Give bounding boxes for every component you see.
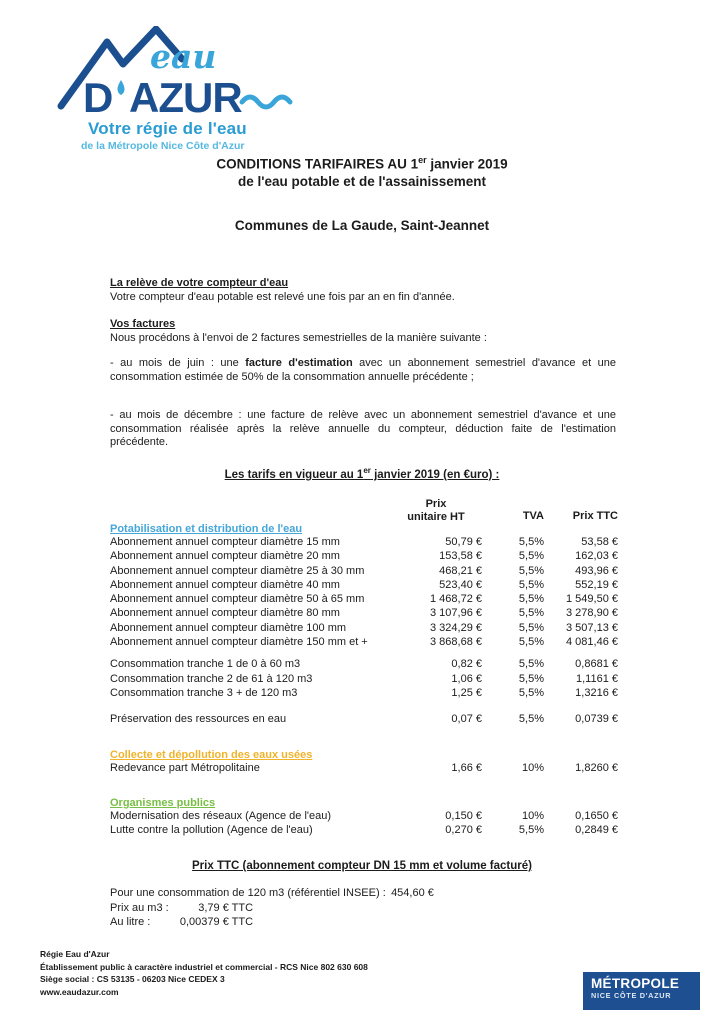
table-row [110,621,620,635]
summary-prix-m3-value: 3,79 € TTC [198,901,254,914]
table-row [110,761,620,775]
section-releve [110,277,616,304]
table-row [110,823,620,837]
logo-tagline: Votre régie de l'eau [88,119,247,138]
row-tva: 5,5% [518,550,544,563]
footer-line-3: Siège social : CS 53135 - 06203 Nice CEDEX 3 [40,974,225,984]
row-prix-ht: 1 468,72 € [430,593,482,606]
row-prix-ht: 1,66 € [451,761,482,774]
page-title [0,152,724,190]
row-prix-ttc: 493,96 € [575,564,618,577]
row-prix-ht: 3 868,68 € [430,636,482,649]
row-label: Abonnement annuel compteur diamètre 40 mm [110,578,340,591]
row-prix-ttc: 3 278,90 € [566,607,618,620]
row-tva: 5,5% [518,824,544,837]
row-label: Abonnement annuel compteur diamètre 15 mm [110,536,340,548]
row-prix-ht: 0,270 € [445,824,482,837]
factures-heading: Vos factures [110,318,176,330]
row-label: Abonnement annuel compteur diamètre 20 mm [110,550,340,563]
communes-subtitle: Communes de La Gaude, Saint-Jeannet [234,218,490,233]
row-prix-ttc: 3 507,13 € [566,621,618,634]
row-prix-ttc: 1,8260 € [575,761,618,774]
summary-consommation-line [110,886,616,901]
row-prix-ttc: 1 549,50 € [566,593,618,606]
row-prix-ttc: 552,19 € [575,578,618,591]
footer-line-2: Établissement public à caractère industriel et commercial - RCS Nice 802 630 608 [40,961,368,972]
row-tva: 5,5% [518,672,544,685]
table-row [110,564,620,578]
row-prix-ttc: 0,0739 € [575,713,618,726]
col-header-tva: TVA [522,509,544,522]
row-label: Redevance part Métropolitaine [110,761,260,774]
summary-litre-line [110,915,616,930]
table-row [110,549,620,563]
row-prix-ht: 50,79 € [445,536,482,548]
title-line-1: CONDITIONS TARIFAIRES AU 1er janvier 2019 [216,155,508,172]
row-prix-ttc: 53,58 € [581,536,618,548]
row-tva: 5,5% [518,621,544,634]
row-label: Abonnement annuel compteur diamètre 150 mm et + [110,636,368,649]
table-row [110,535,620,549]
row-prix-ht: 153,58 € [439,550,482,563]
col-header-prix-ht: Prix unitaire HT [407,498,465,523]
bullet-juin: - au mois de juin : une facture d'estimation avec un abonnement semestriel d'avance et une consommation estimée de 50% de la consommation annuelle précédente ; [110,357,616,383]
row-prix-ht: 523,40 € [439,578,482,591]
logo-text-d: D [83,74,114,118]
row-prix-ht: 3 324,29 € [430,621,482,634]
footer-company-info [40,948,368,998]
tariffs-table [110,497,620,837]
row-label: Abonnement annuel compteur diamètre 80 mm [110,607,340,620]
summary-prix-m3-line [110,901,616,916]
factures-text: Nous procédons à l'envoi de 2 factures semestrielles de la manière suivante : [110,331,487,344]
wave-icon [242,97,290,107]
row-tva: 5,5% [518,636,544,649]
row-prix-ht: 1,06 € [451,672,482,685]
col-header-prix-ttc: Prix TTC [572,509,618,522]
row-tva: 5,5% [518,578,544,591]
row-label: Lutte contre la pollution (Agence de l'eau) [110,824,313,837]
group-heading-organismes: Organismes publics [110,796,216,809]
row-label: Modernisation des réseaux (Agence de l'eau) [110,809,332,822]
section-factures [110,318,616,345]
row-prix-ht: 0,82 € [451,658,482,671]
row-label: Abonnement annuel compteur diamètre 25 à 30 mm [110,564,365,577]
row-tva: 5,5% [518,536,544,548]
summary-block [110,886,616,930]
row-prix-ttc: 162,03 € [575,550,618,563]
logo-text-azur: AZUR [129,74,242,118]
table-row [110,578,620,592]
row-label: Abonnement annuel compteur diamètre 100 mm [110,621,347,634]
row-prix-ttc: 1,3216 € [575,686,618,699]
releve-text: Votre compteur d'eau potable est relevé une fois par an en fin d'année. [110,290,455,303]
footer-line-1: Régie Eau d'Azur [40,949,110,959]
row-prix-ttc: 0,2849 € [575,824,618,837]
group-heading-potabilisation: Potabilisation et distribution de l'eau [110,523,303,535]
table-row [110,712,620,726]
metropole-logo-line-2: NICE CÔTE D'AZUR [591,991,672,1000]
row-prix-ht: 468,21 € [439,564,482,577]
eau-dazur-logo [55,26,305,152]
row-tva: 5,5% [518,658,544,671]
row-label: Consommation tranche 3 + de 120 m3 [110,686,298,699]
row-prix-ht: 0,07 € [451,713,482,726]
tariffs-heading: Les tarifs en vigueur au 1er janvier 2019 (en €uro) : [224,466,500,481]
table-row [110,657,620,671]
summary-prix-m3-label: Prix au m3 : [110,901,169,914]
summary-consommation-label: Pour une consommation de 120 m3 (référentiel INSEE) : [110,887,386,899]
row-prix-ttc: 0,1650 € [575,809,618,822]
table-row [110,592,620,606]
row-prix-ttc: 4 081,46 € [566,636,618,649]
row-tva: 10% [521,809,544,822]
row-prix-ht: 0,150 € [445,809,482,822]
row-tva: 5,5% [518,564,544,577]
row-prix-ttc: 1,1161 € [575,672,618,685]
logo-subtagline: de la Métropole Nice Côte d'Azur [81,140,245,152]
bullet-decembre: - au mois de décembre : une facture de relève avec un abonnement semestriel d'avance et une consommation réalisée après la relève annuelle du compteur, déduction faite de l'estimation précédente. [110,409,616,448]
releve-heading: La relève de votre compteur d'eau [110,277,289,289]
row-tva: 10% [521,761,544,774]
summary-litre-label: Au litre : [110,916,151,928]
row-tva: 5,5% [518,686,544,699]
table-row [110,606,620,620]
metropole-logo [583,972,700,1010]
eau-dazur-logo-art [55,26,300,118]
group-heading-collecte: Collecte et dépollution des eaux usées [110,748,313,761]
table-row [110,672,620,686]
row-tva: 5,5% [518,607,544,620]
row-tva: 5,5% [518,713,544,726]
logo-text-eau: eau [150,37,217,76]
row-tva: 5,5% [518,593,544,606]
footer-website: www.eaudazur.com [40,986,119,997]
summary-litre-value: 0,00379 € TTC [179,916,254,928]
metropole-logo-line-1: MÉTROPOLE [591,976,680,991]
row-prix-ht: 3 107,96 € [430,607,482,620]
row-label: Abonnement annuel compteur diamètre 50 à 65 mm [110,593,365,606]
row-prix-ttc: 0,8681 € [575,658,618,671]
title-line-2: de l'eau potable et de l'assainissement [237,173,486,189]
row-prix-ht: 1,25 € [451,686,482,699]
row-label: Consommation tranche 1 de 0 à 60 m3 [110,658,301,671]
water-drop-icon [118,80,125,95]
table-header-row [110,497,620,523]
table-row [110,809,620,823]
table-row [110,635,620,649]
row-label: Consommation tranche 2 de 61 à 120 m3 [110,672,313,685]
table-row [110,686,620,700]
row-label: Préservation des ressources en eau [110,713,287,726]
summary-consommation-value: 454,60 € [391,887,434,899]
summary-heading: Prix TTC (abonnement compteur DN 15 mm et volume facturé) [192,860,532,872]
